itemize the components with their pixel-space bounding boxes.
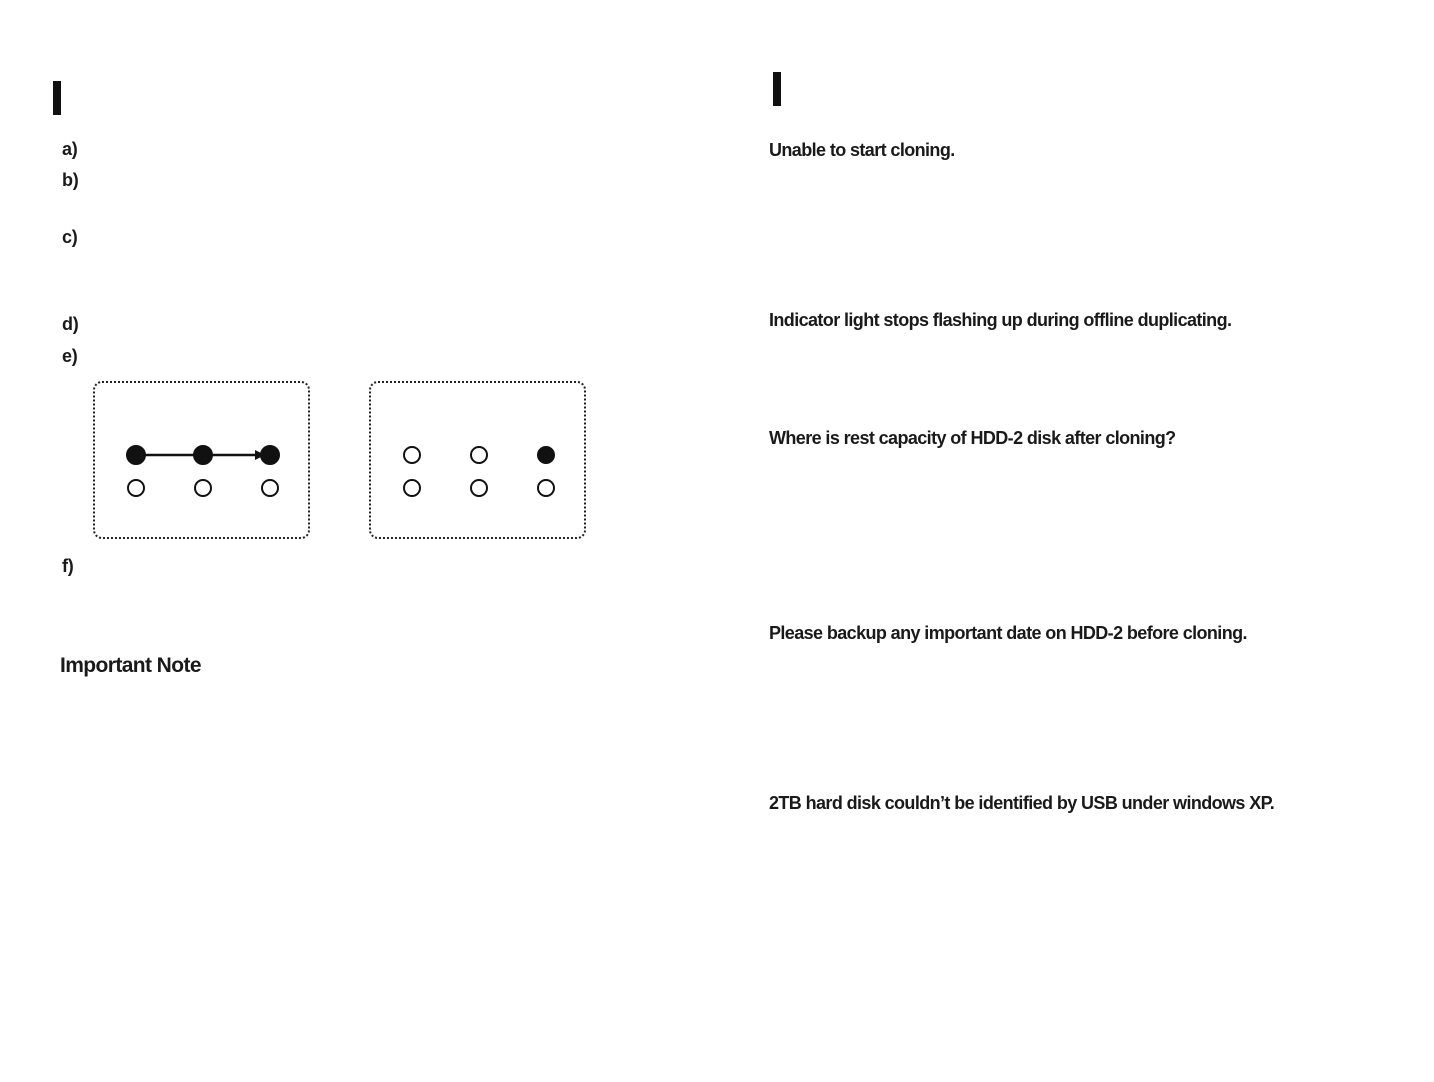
- led-diagram-cloning: [93, 381, 310, 539]
- led-indicator: [404, 480, 420, 496]
- section-marker-bar: [53, 81, 61, 115]
- led-indicator: [128, 480, 144, 496]
- faq-question-indicator-light: Indicator light stops flashing up during offline duplicating.: [769, 310, 1232, 330]
- step-d-label: d): [62, 314, 79, 334]
- step-a-label: a): [62, 139, 78, 159]
- led-indicator: [194, 446, 212, 464]
- led-indicator: [195, 480, 211, 496]
- led-diagram-complete: [369, 381, 586, 539]
- led-indicator: [538, 447, 554, 463]
- led-indicator: [471, 447, 487, 463]
- faq-question-backup-warning: Please backup any important date on HDD-2 before cloning.: [769, 623, 1247, 643]
- led-indicator: [261, 446, 279, 464]
- led-indicator: [127, 446, 145, 464]
- step-b-label: b): [62, 170, 79, 190]
- led-indicator: [262, 480, 278, 496]
- led-indicator: [538, 480, 554, 496]
- faq-question-unable-to-start: Unable to start cloning.: [769, 140, 955, 160]
- section-marker-bar: [773, 72, 781, 106]
- step-f-label: f): [62, 556, 74, 576]
- faq-question-rest-capacity: Where is rest capacity of HDD-2 disk after cloning?: [769, 428, 1176, 448]
- faq-question-2tb-usb: 2TB hard disk couldn’t be identified by USB under windows XP.: [769, 793, 1275, 813]
- right-page: [717, 0, 1434, 1082]
- led-indicator: [471, 480, 487, 496]
- step-c-label: c): [62, 227, 78, 247]
- led-indicator: [404, 447, 420, 463]
- step-e-label: e): [62, 346, 78, 366]
- important-note-heading: Important Note: [60, 654, 201, 677]
